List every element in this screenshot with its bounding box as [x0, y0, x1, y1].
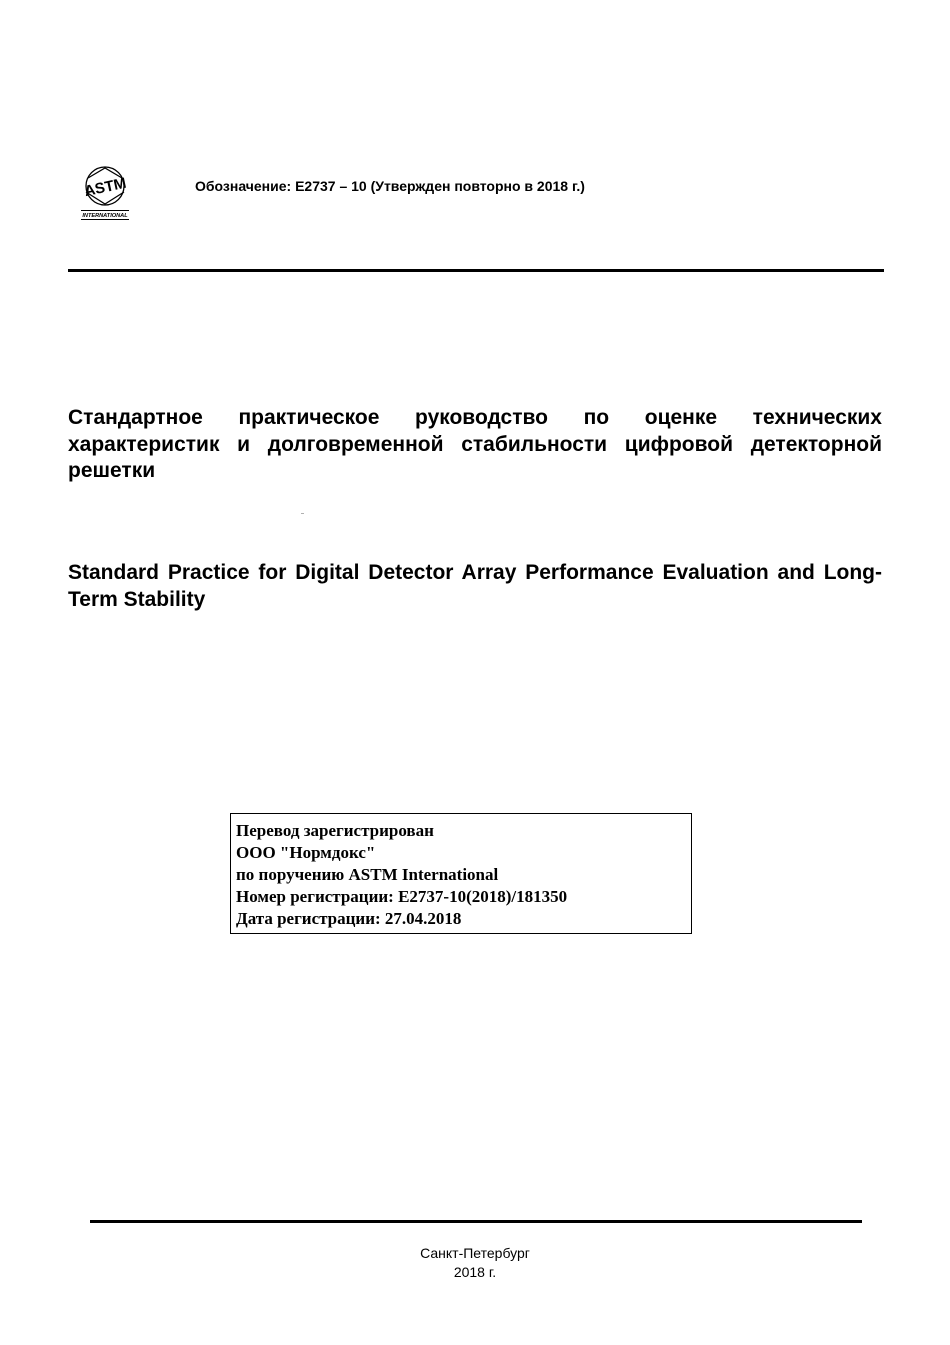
footer-year: 2018 г.: [453, 1264, 497, 1280]
stray-mark: [301, 513, 304, 514]
designation: Обозначение: E2737 – 10 (Утвержден повторно в 2018 г.): [195, 178, 585, 194]
registration-box: [230, 813, 692, 934]
registration-line: ООО "Нормдокс": [236, 843, 376, 862]
top-divider: [68, 269, 884, 272]
title-russian: Стандартное практическое руководство по оценке технических характеристик и долговременной стабильности цифровой детекторной решетки: [68, 406, 882, 482]
astm-logo-icon: [78, 164, 132, 222]
footer: [0, 1244, 950, 1282]
registration-line: Перевод зарегистрирован: [236, 821, 434, 840]
registration-line: по поручению ASTM International: [236, 865, 499, 884]
bottom-divider: [90, 1220, 862, 1223]
logo-subtext: INTERNATIONAL: [82, 213, 128, 219]
astm-logo: [78, 164, 132, 222]
logo-text: ASTM: [82, 174, 128, 201]
registration-number: Номер регистрации: E2737-10(2018)/181350: [236, 887, 568, 906]
registration-date: Дата регистрации: 27.04.2018: [236, 909, 462, 928]
title-english: Standard Practice for Digital Detector Array Performance Evaluation and Long-Term Stability: [68, 561, 882, 611]
footer-city: Санкт-Петербург: [420, 1245, 530, 1261]
